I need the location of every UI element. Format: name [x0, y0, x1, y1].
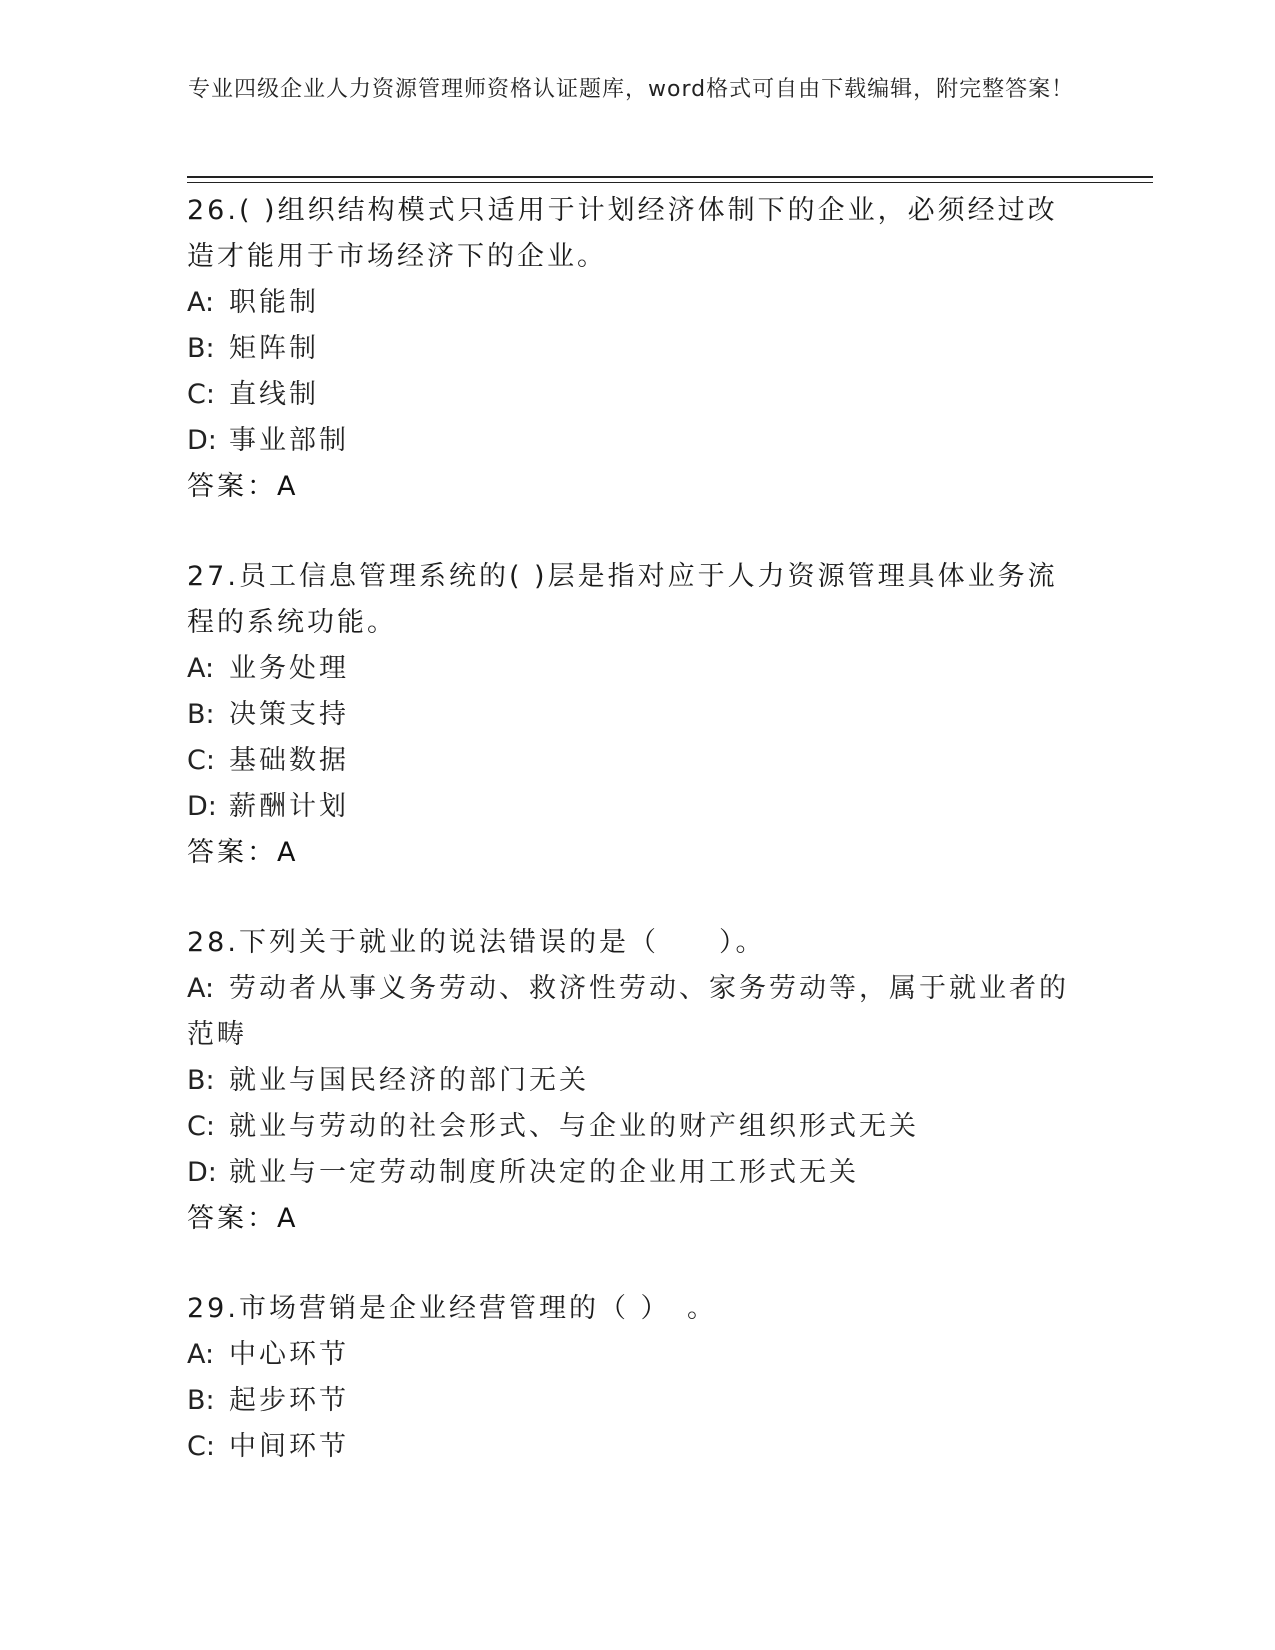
- option-text: 中间环节: [229, 1431, 349, 1462]
- option-b: [187, 326, 1087, 372]
- option-text: 劳动者从事义务劳动、救济性劳动、家务劳动等，属于就业者的范畴: [187, 973, 1069, 1050]
- option-text: 就业与一定劳动制度所决定的企业用工形式无关: [229, 1157, 859, 1188]
- option-key: C:: [187, 1431, 215, 1462]
- question-stem: 26.( )组织结构模式只适用于计划经济体制下的企业，必须经过改造才能用于市场经济下的企业。: [187, 195, 1058, 272]
- option-key: A:: [187, 973, 215, 1004]
- option-text: 薪酬计划: [229, 791, 349, 822]
- option-text: 业务处理: [229, 653, 349, 684]
- answer-label: 答案：: [187, 837, 277, 868]
- option-c: [187, 738, 1087, 784]
- option-b: [187, 692, 1087, 738]
- answer-value: A: [277, 837, 298, 868]
- question-28: [187, 920, 1087, 1242]
- option-key: D:: [187, 425, 217, 456]
- document-header: 专业四级企业人力资源管理师资格认证题库，word格式可自由下载编辑，附完整答案！: [188, 77, 1075, 102]
- option-c: [187, 1104, 1087, 1150]
- option-text: 职能制: [229, 287, 319, 318]
- option-text: 就业与国民经济的部门无关: [229, 1065, 589, 1096]
- question-stem: 29.市场营销是企业经营管理的（ ） 。: [187, 1293, 718, 1324]
- answer-value: A: [277, 471, 298, 502]
- option-a: [187, 1332, 1087, 1378]
- option-d: [187, 1150, 1087, 1196]
- option-key: B:: [187, 333, 215, 364]
- question-29: [187, 1286, 1087, 1470]
- option-b: [187, 1378, 1087, 1424]
- header-rule-thin: [187, 182, 1153, 183]
- option-text: 起步环节: [229, 1385, 349, 1416]
- question-stem: 27.员工信息管理系统的( )层是指对应于人力资源管理具体业务流程的系统功能。: [187, 561, 1058, 638]
- option-key: D:: [187, 791, 217, 822]
- option-key: B:: [187, 1065, 215, 1096]
- option-key: C:: [187, 1111, 215, 1142]
- option-a: [187, 280, 1087, 326]
- option-key: C:: [187, 379, 215, 410]
- option-d: [187, 784, 1087, 830]
- option-key: B:: [187, 699, 215, 730]
- question-list: [187, 188, 1087, 1514]
- header-rule-thick: [187, 176, 1153, 178]
- option-text: 决策支持: [229, 699, 349, 730]
- answer-label: 答案：: [187, 1203, 277, 1234]
- answer-line: [187, 1196, 1087, 1242]
- option-c: [187, 1424, 1087, 1470]
- option-c: [187, 372, 1087, 418]
- question-stem: 28.下列关于就业的说法错误的是（ ）。: [187, 927, 766, 958]
- answer-line: [187, 464, 1087, 510]
- option-text: 事业部制: [229, 425, 349, 456]
- option-key: A:: [187, 1339, 215, 1370]
- option-a: [187, 966, 1087, 1058]
- option-text: 矩阵制: [229, 333, 319, 364]
- option-key: D:: [187, 1157, 217, 1188]
- option-key: C:: [187, 745, 215, 776]
- answer-line: [187, 830, 1087, 876]
- option-text: 就业与劳动的社会形式、与企业的财产组织形式无关: [229, 1111, 919, 1142]
- option-text: 直线制: [229, 379, 319, 410]
- answer-value: A: [277, 1203, 298, 1234]
- option-text: 基础数据: [229, 745, 349, 776]
- option-b: [187, 1058, 1087, 1104]
- question-26: [187, 188, 1087, 510]
- answer-label: 答案：: [187, 471, 277, 502]
- question-27: [187, 554, 1087, 876]
- option-key: B:: [187, 1385, 215, 1416]
- option-key: A:: [187, 653, 215, 684]
- option-d: [187, 418, 1087, 464]
- option-key: A:: [187, 287, 215, 318]
- option-text: 中心环节: [229, 1339, 349, 1370]
- option-a: [187, 646, 1087, 692]
